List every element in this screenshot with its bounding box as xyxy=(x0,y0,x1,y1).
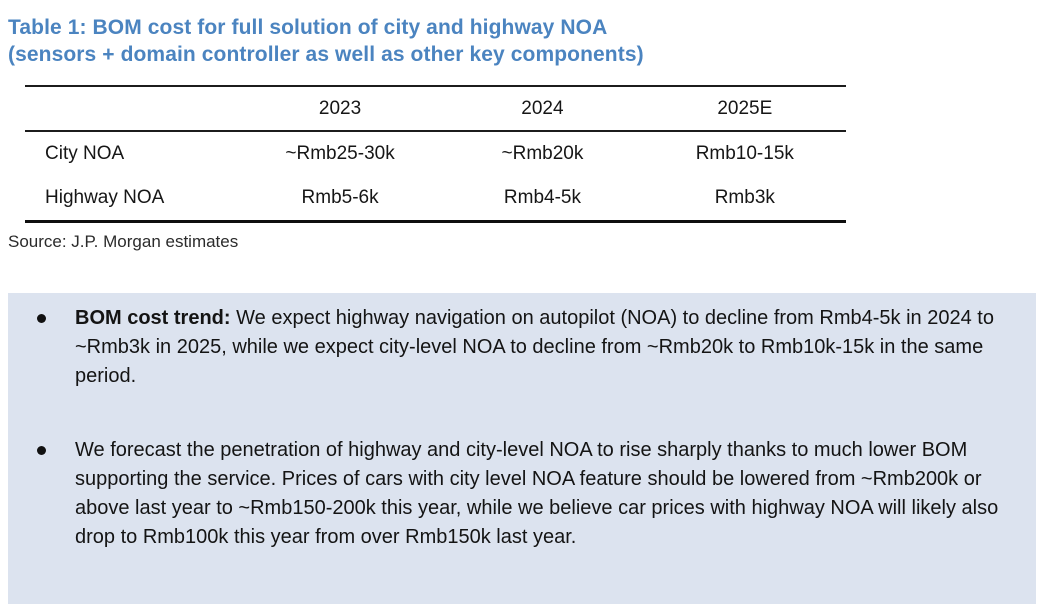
table-cell: ~Rmb25-30k xyxy=(285,143,395,164)
bullet-body: We forecast the penetration of highway and city-level NOA to rise sharply thanks to much lower BOM supporting the service. Prices of cars with city level NOA feature should be lowered from ~Rmb200k or above last year to ~Rmb150-200k this year, while we believe car prices with highway NOA will likely also drop to Rmb100k this year from over Rmb150k last year. xyxy=(75,439,999,548)
bullet-icon xyxy=(8,436,75,455)
table-title-line2: (sensors + domain controller as well as other key components) xyxy=(8,43,644,66)
table-header-row xyxy=(25,86,846,131)
table-cell: Rmb4-5k xyxy=(503,186,581,208)
bullet-icon xyxy=(8,304,75,323)
table-header-cell xyxy=(25,86,239,131)
commentary-panel xyxy=(8,293,1036,604)
table-cell: Rmb10-15k xyxy=(695,143,794,164)
table-header-cell: 2023 xyxy=(318,97,362,119)
table-row xyxy=(25,131,846,176)
table-header-cell: 2024 xyxy=(521,97,564,119)
table-cell: Rmb5-6k xyxy=(301,186,379,208)
table-cell: City NOA xyxy=(45,143,125,164)
list-item xyxy=(8,436,1008,552)
list-item xyxy=(8,304,1008,391)
table-title-line1: Table 1: BOM cost for full solution of city and highway NOA xyxy=(8,16,608,39)
bullet-text xyxy=(75,304,1008,391)
table-row xyxy=(25,176,846,221)
bullet-lead: BOM cost trend: xyxy=(75,307,231,329)
table-body xyxy=(25,131,846,221)
table-cell: Rmb3k xyxy=(714,186,775,208)
table-cell: Highway NOA xyxy=(45,186,165,208)
table-header-cell: 2025E xyxy=(717,97,773,119)
table-header xyxy=(25,86,846,131)
bullet-text xyxy=(75,436,1008,552)
table-container xyxy=(25,85,846,223)
table-title xyxy=(8,14,1036,68)
source-note: Source: J.P. Morgan estimates xyxy=(8,231,239,251)
table-cell: ~Rmb20k xyxy=(501,143,584,164)
bom-cost-table xyxy=(25,85,846,223)
bullet-body: We expect highway navigation on autopilot (NOA) to decline from Rmb4-5k in 2024 to ~Rmb3k in 2025, while we expect city-level NOA to decline from ~Rmb20k to Rmb10k-15k in the same period. xyxy=(75,307,994,387)
